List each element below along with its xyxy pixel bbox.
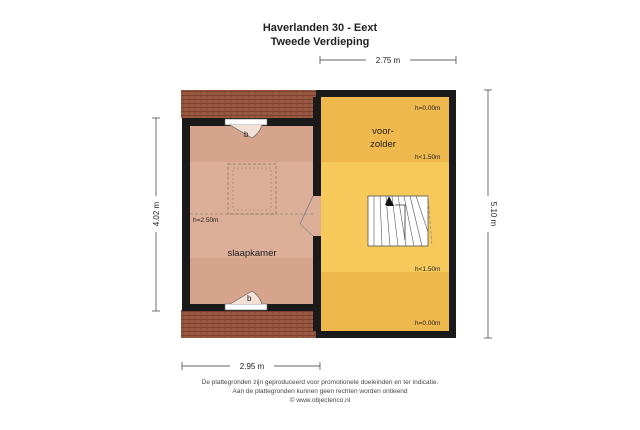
room-label-attic-2: zolder (370, 139, 396, 150)
roof-tiles-bottom (181, 310, 321, 338)
dim-label-top: 2.75 m (375, 56, 401, 65)
dim-label-right: 5.10 m (489, 201, 498, 227)
door-opening (313, 196, 321, 236)
dim-label-left: 4.02 m (152, 201, 161, 227)
height-label-top: h=0.00m (415, 105, 441, 112)
window-top (225, 119, 267, 125)
dim-label-bottom: 2.95 m (239, 362, 265, 371)
roof-tiles-top (181, 90, 321, 118)
bedroom-floor-center (190, 162, 314, 258)
plan-subtitle: Tweede Verdieping (270, 36, 370, 48)
footer-copyright: © www.objectenco.nl (289, 397, 351, 404)
window-mark-top: b (244, 130, 249, 139)
window-bottom (225, 304, 267, 310)
staircase (368, 196, 432, 246)
height-label-lower: h<1.50m (415, 266, 441, 273)
height-label-bedroom: h=2.50m (193, 217, 219, 224)
height-label-upper: h<1.50m (415, 154, 441, 161)
footer-disclaimer-2: Aan de plattegronden kunnen geen rechten worden ontleend (232, 388, 408, 395)
room-label-bedroom: slaapkamer (227, 248, 277, 259)
room-label-attic-1: voor- (372, 126, 394, 137)
plan-title: Haverlanden 30 - Eext (262, 22, 378, 34)
height-label-bottom: h=0.00m (415, 320, 441, 327)
footer-disclaimer-1: De plattegronden zijn geproduceerd voor promotionele doeleinden en ter indicatie. (201, 379, 439, 386)
window-mark-bottom: b (247, 294, 252, 303)
